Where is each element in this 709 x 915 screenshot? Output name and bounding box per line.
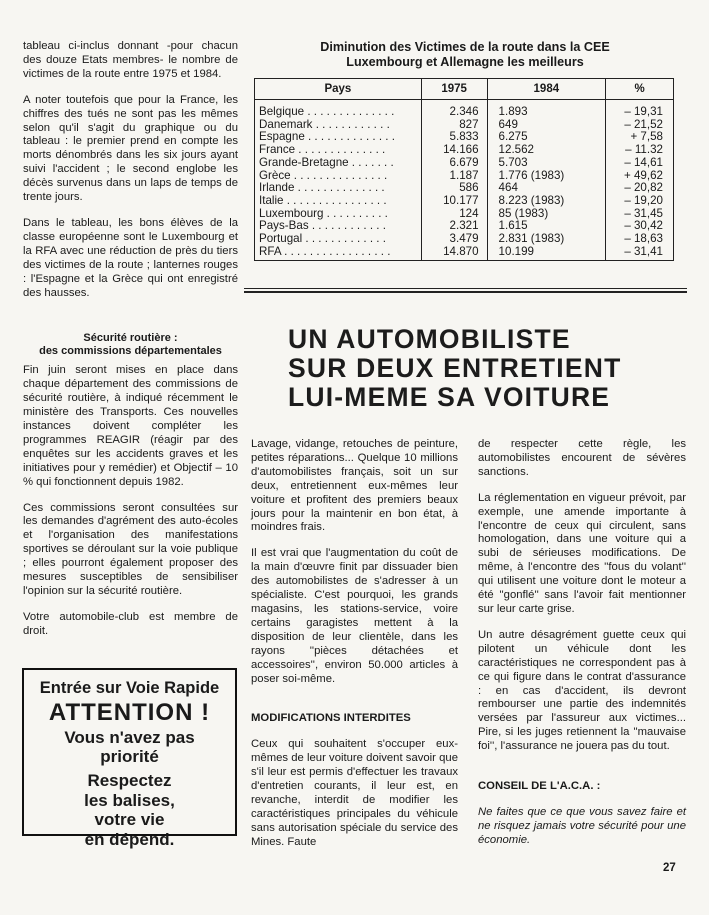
commissions-heading xyxy=(23,332,238,358)
club-member-paragraph: Votre automobile-club est membre de droit. xyxy=(23,610,238,637)
cell-1975: 124 xyxy=(421,208,487,221)
cell-pays: Grande-Bretagne . . . . . . . xyxy=(255,157,422,170)
cell-pays: Italie . . . . . . . . . . . . . . . . xyxy=(255,195,422,208)
notice-line-vie: votre vie xyxy=(94,810,165,829)
france-note-paragraph: A noter toutefois que pour la France, les chiffres des tués ne sont pas les mêmes selon qu'il s'agit du graphique ou du tableau : le premier prend en compte les morts dénombrés dans les six jours ayant suivi l'accident ; le second englobe les décès survenus dans un laps de temps de trente jours. xyxy=(23,93,238,204)
cell-1975: 14.166 xyxy=(421,144,487,157)
cell-percent: – 14,61 xyxy=(606,157,674,170)
cell-1984: 8.223 (1983) xyxy=(487,195,606,208)
cell-percent: – 20,82 xyxy=(606,182,674,195)
cell-1984: 10.199 xyxy=(487,246,606,261)
cell-pays: RFA . . . . . . . . . . . . . . . . . xyxy=(255,246,422,261)
table-title xyxy=(255,40,675,70)
intro-paragraph: tableau ci-inclus donnant -pour chacun des douze Etats membres- le nombre de victimes de la route entre 1975 et 1984. xyxy=(23,40,238,80)
table-body xyxy=(255,100,674,261)
road-safety-notice-box xyxy=(22,668,237,849)
notice-line-attention: ATTENTION ! xyxy=(48,699,211,726)
cell-1975: 3.479 xyxy=(421,233,487,246)
cell-1984: 1.615 xyxy=(487,220,606,233)
insurance-paragraph: Un autre désagrément guette ceux qui pilotent un véhicule dont les caractéristiques ne correspondent pas à ce qui figure dans le contrat d'assurance : en cas d'accident, ils devront rembourser une partie des indemnités versées par l'assureur aux victimes... Pire, si les juges retiennent la ''mauvaise foi'', l'assurance ne jouera pas du tout. xyxy=(478,628,686,753)
table-row xyxy=(255,195,674,208)
cell-pays: Portugal . . . . . . . . . . . . . xyxy=(255,233,422,246)
cell-pays: Grèce . . . . . . . . . . . . . . . xyxy=(255,170,422,183)
article-paragraph-1: Lavage, vidange, retouches de peinture, petites réparations... Quelque 10 millions d'automobilistes français, soit un sur deux, entretiennent eux-mêmes leur voiture et profitent des premiers beaux jours pour la maintenir en bon état, à moindres frais. xyxy=(251,438,458,534)
cell-1984: 2.831 (1983) xyxy=(487,233,606,246)
victims-table xyxy=(254,78,674,261)
cell-pays: Danemark . . . . . . . . . . . . xyxy=(255,119,422,132)
regulation-paragraph: La réglementation en vigueur prévoit, par exemple, une amende importante à l'encontre de ceux qui circulent, sans homologation, dans une voiture qui a subi de sérieuses modifications. De même, à l'encontre des ''fous du volant'' qui utilisent une voiture dont le moteur a été ''gonflé'' sans l'avoir fait mentionner sur leur carte grise. xyxy=(478,491,686,615)
cell-1975: 10.177 xyxy=(421,195,487,208)
notice-line-depend: en dépend. xyxy=(84,829,175,849)
notice-line-priorite: priorité xyxy=(100,747,159,766)
header-percent: % xyxy=(606,79,674,100)
article-headline xyxy=(288,325,698,412)
cell-1975: 5.833 xyxy=(421,131,487,144)
table-header-row xyxy=(255,79,674,100)
cell-pays: France . . . . . . . . . . . . . . xyxy=(255,144,422,157)
table-row xyxy=(255,157,674,170)
cell-percent: – 19,31 xyxy=(606,100,674,119)
header-pays: Pays xyxy=(255,79,422,100)
advice-text: Ne faites que ce que vous savez faire et ne risquez jamais votre sécurité pour une économie. xyxy=(478,805,686,846)
cell-percent: – 30,42 xyxy=(606,220,674,233)
cell-percent: + 49,62 xyxy=(606,170,674,183)
cell-percent: – 31,45 xyxy=(606,208,674,221)
notice-line-entree: Entrée sur Voie Rapide xyxy=(39,679,220,697)
cell-1975: 6.679 xyxy=(421,157,487,170)
sanctions-paragraph: de respecter cette règle, les automobilistes encourent de sévères sanctions. xyxy=(478,438,686,478)
cell-percent: – 21,52 xyxy=(606,119,674,132)
cell-1984: 5.703 xyxy=(487,157,606,170)
cell-1975: 2.346 xyxy=(421,100,487,119)
cell-1975: 2.321 xyxy=(421,220,487,233)
article-right-column xyxy=(478,438,686,860)
table-title-line1: Diminution des Victimes de la route dans la CEE xyxy=(320,40,610,54)
commissions-paragraph: Fin juin seront mises en place dans chaque département des commissions de sécurité routière, à indiqué récemment le ministère des Transports. Ces nouvelles instances doivent compléter les programmes REAGIR (réagir par des enquêtes sur les accidents graves et les initiatives pour y remédier) et Objectif – 10 % qui fonctionnent depuis 1982. xyxy=(23,364,238,488)
table-row xyxy=(255,144,674,157)
modifications-heading: MODIFICATIONS INTERDITES xyxy=(251,712,411,725)
header-1984: 1984 xyxy=(487,79,606,100)
cell-pays: Pays-Bas . . . . . . . . . . . . xyxy=(255,220,422,233)
cell-1975: 14.870 xyxy=(421,246,487,261)
consultation-paragraph: Ces commissions seront consultées sur les demandes d'agrément des auto-écoles et l'organisation des manifestations sportives se déroulant sur la voie publique ; elles pourront également proposer des mesures susceptibles de sensibiliser l'opinion sur la sécurité routière. xyxy=(23,501,238,597)
cell-1984: 649 xyxy=(487,119,606,132)
headline-line2: SUR DEUX ENTRETIENT xyxy=(288,353,622,383)
article-paragraph-2: Il est vrai que l'augmentation du coût de la main d'œuvre finit par dissuader bien des automobilistes de s'adresser à un spécialiste. C'est pourquoi, les grands magasins, les stations-service, voire certains garagistes mettent à la disposition de leur clientèle, dans les rayons ''pièces détachées et accessoires'', environ 50.000 articles à poser soi-même. xyxy=(251,547,458,685)
headline-line1: UN AUTOMOBILISTE xyxy=(288,324,571,354)
cell-1984: 12.562 xyxy=(487,144,606,157)
cell-pays: Luxembourg . . . . . . . . . . xyxy=(255,208,422,221)
cell-pays: Irlande . . . . . . . . . . . . . . xyxy=(255,182,422,195)
table-title-line2: Luxembourg et Allemagne les meilleurs xyxy=(346,55,584,69)
cell-pays: Espagne . . . . . . . . . . . . . . xyxy=(255,131,422,144)
commissions-heading-line2: des commissions départementales xyxy=(39,345,222,358)
notice-line-vous: Vous n'avez pas xyxy=(64,728,195,747)
cell-percent: + 7,58 xyxy=(606,131,674,144)
table-row xyxy=(255,246,674,261)
cell-percent: – 19,20 xyxy=(606,195,674,208)
page-number: 27 xyxy=(663,862,676,874)
headline-line3: LUI-MEME SA VOITURE xyxy=(288,382,611,412)
table-row xyxy=(255,100,674,119)
double-rule-top xyxy=(244,288,687,289)
cell-1984: 1.776 (1983) xyxy=(487,170,606,183)
commissions-heading-line1: Sécurité routière : xyxy=(83,332,178,345)
notice-line-balises: les balises, xyxy=(84,790,175,810)
cell-1975: 1.187 xyxy=(421,170,487,183)
advice-heading: CONSEIL DE L'A.C.A. : xyxy=(478,780,601,793)
article-middle-column xyxy=(251,438,458,862)
cell-1975: 827 xyxy=(421,119,487,132)
cell-percent: – 18,63 xyxy=(606,233,674,246)
header-1975: 1975 xyxy=(421,79,487,100)
table-row xyxy=(255,233,674,246)
cell-1984: 85 (1983) xyxy=(487,208,606,221)
cell-1975: 586 xyxy=(421,182,487,195)
modifications-paragraph: Ceux qui souhaitent s'occuper eux-mêmes de leur voiture doivent savoir que s'il leur est permis d'effectuer les travaux d'entretien courants, il leur est, en revanche, interdit de modifier les caractéristiques principales du véhicule sans autorisation spéciale du service des Mines. Faute xyxy=(251,738,458,848)
cell-1984: 6.275 xyxy=(487,131,606,144)
double-rule-bottom xyxy=(244,291,687,293)
good-students-paragraph: Dans le tableau, les bons élèves de la classe européenne sont le Luxembourg et la RFA avec une réduction de près du tiers des victimes de la route ; lanternes rouges : l'Espagne et la Grèce qui ont enregistré des hausses. xyxy=(23,216,238,299)
notice-line-respectez: Respectez xyxy=(87,771,172,790)
cell-percent: – 11.32 xyxy=(606,144,674,157)
cell-1984: 1.893 xyxy=(487,100,606,119)
cell-1984: 464 xyxy=(487,182,606,195)
cell-percent: – 31,41 xyxy=(606,246,674,261)
left-column xyxy=(23,40,238,651)
cell-pays: Belgique . . . . . . . . . . . . . . xyxy=(255,100,422,119)
